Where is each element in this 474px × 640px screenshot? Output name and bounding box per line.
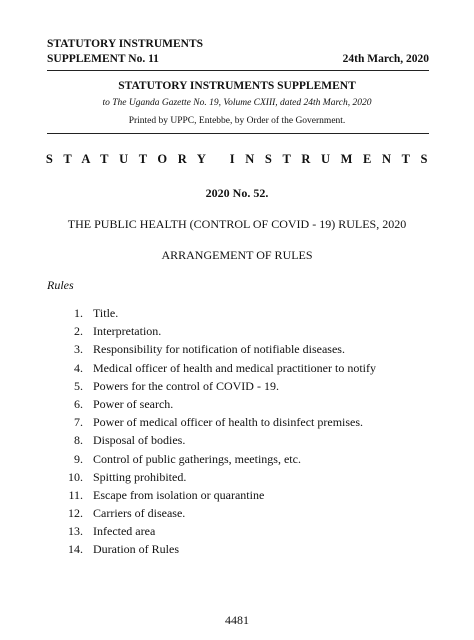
rule-text: Spitting prohibited.	[93, 469, 187, 484]
rule-text: Title.	[93, 306, 119, 320]
rule-text: Interpretation.	[93, 324, 162, 339]
rule-number: 6.	[74, 396, 83, 411]
rule-text: Control of public gatherings, meetings, etc.	[93, 451, 301, 466]
rule-number: 4.	[74, 360, 83, 375]
rule-item	[55, 304, 376, 322]
rule-text: Disposal of bodies.	[93, 433, 186, 448]
rule-number: 1.	[74, 306, 83, 320]
rule-number: 3.	[74, 342, 83, 357]
rule-item	[55, 540, 376, 558]
rules-label: Rules	[47, 278, 74, 292]
rule-number: 2.	[74, 324, 83, 339]
rule-item	[55, 431, 376, 449]
rule-number: 14.	[68, 542, 83, 557]
top-divider	[47, 70, 429, 71]
bottom-divider	[47, 133, 429, 134]
header-series: STATUTORY INSTRUMENTS	[47, 38, 204, 50]
rule-text: Medical officer of health and medical practitioner to notify	[93, 360, 377, 375]
rule-text: Powers for the control of COVID - 19.	[93, 378, 279, 393]
document-title: THE PUBLIC HEALTH (CONTROL OF COVID - 19) RULES, 2020	[67, 217, 407, 231]
printer-line: Printed by UPPC, Entebbe, by Order of the Government.	[128, 116, 346, 126]
rule-text: Power of medical officer of health to disinfect premises.	[93, 415, 364, 430]
rule-number: 7.	[74, 415, 83, 430]
supplement-subtitle: to The Uganda Gazette No. 19, Volume CXIII, dated 24th March, 2020	[102, 98, 372, 108]
rule-text: Responsibility for notification of notifiable diseases.	[93, 342, 345, 357]
rule-number: 10.	[68, 469, 83, 484]
rule-text: Power of search.	[93, 396, 174, 411]
rule-item	[55, 468, 376, 486]
rule-item	[55, 322, 376, 340]
rule-item	[55, 450, 376, 468]
rules-list	[55, 304, 376, 559]
rule-item	[55, 340, 376, 358]
rule-number: 5.	[74, 378, 83, 393]
rule-number: 13.	[68, 524, 83, 539]
header-left	[47, 37, 203, 67]
rule-text: Duration of Rules	[93, 542, 179, 557]
rule-number: 9.	[74, 451, 83, 466]
rule-item	[55, 359, 376, 377]
rule-number: 12.	[68, 506, 83, 521]
rule-item	[55, 395, 376, 413]
supplement-title: STATUTORY INSTRUMENTS SUPPLEMENT	[118, 80, 356, 92]
rule-number: 11.	[68, 487, 83, 502]
arrangement-heading: ARRANGEMENT OF RULES	[161, 248, 313, 262]
header-supplement-number: SUPPLEMENT No. 11	[47, 53, 159, 65]
rule-item	[55, 486, 376, 504]
rule-item	[55, 413, 376, 431]
rule-number: 8.	[74, 433, 83, 448]
statutory-instruments-heading: STATUTORY INSTRUMENTS	[45, 152, 439, 166]
rule-text: Escape from isolation or quarantine	[93, 487, 265, 502]
rule-text: Infected area	[93, 524, 156, 539]
rule-text: Carriers of disease.	[93, 506, 186, 521]
instrument-number: 2020 No. 52.	[205, 186, 269, 200]
header-date: 24th March, 2020	[342, 53, 429, 65]
rule-item	[55, 504, 376, 522]
rule-item	[55, 522, 376, 540]
page-number: 4481	[225, 613, 249, 627]
rule-item	[55, 377, 376, 395]
